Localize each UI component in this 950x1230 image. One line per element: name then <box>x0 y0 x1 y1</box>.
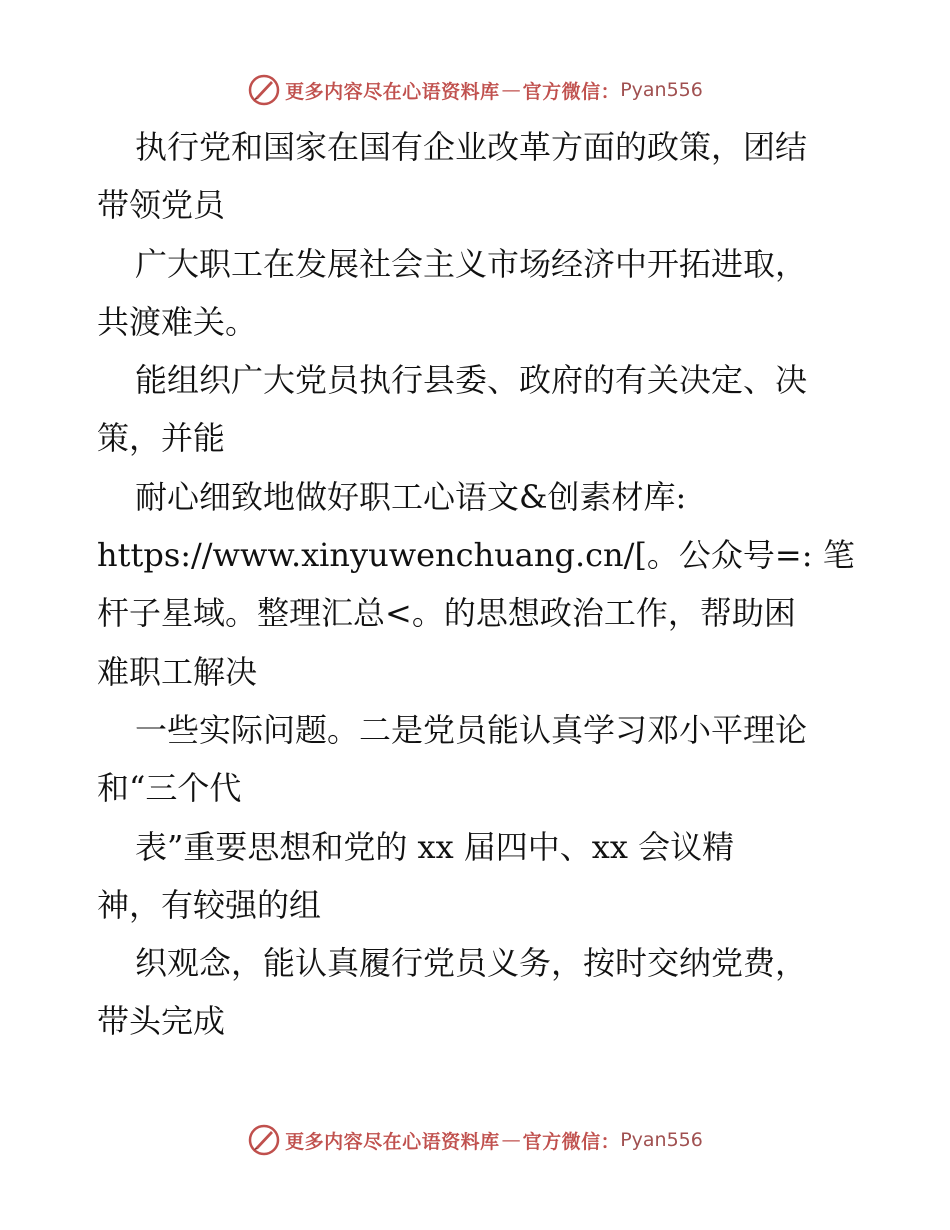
banner-separator: — <box>501 79 521 101</box>
text-line: 一些实际问题。二是党员能认真学习邓小平理论 <box>135 710 808 749</box>
document-body <box>97 118 857 1051</box>
text-line: 能组织广大党员执行县委、政府的有关决定、决 <box>135 361 808 400</box>
text-line: 难职工解决 <box>97 652 258 691</box>
banner-wechat-label: 官方微信： <box>522 1130 621 1153</box>
banner-title: 更多内容尽在心语资料库 <box>285 1130 500 1153</box>
banner-title: 更多内容尽在心语资料库 <box>285 80 500 103</box>
banner-wechat-id: Pyan556 <box>620 79 703 101</box>
banner-wechat-id: Pyan556 <box>620 1129 703 1151</box>
text-line: 织观念，能认真履行党员义务，按时交纳党费， <box>135 944 808 983</box>
text-line: 和“三个代 <box>97 769 242 808</box>
footer-watermark <box>0 1120 950 1160</box>
text-line: 带领党员 <box>97 186 226 225</box>
banner-separator: — <box>501 1129 521 1151</box>
quill-logo-icon <box>247 73 281 107</box>
text-line: 杆子星域。整理汇总<。的思想政治工作，帮助困 <box>97 594 796 633</box>
text-line: 策，并能 <box>97 419 226 458</box>
text-line: 广大职工在发展社会主义市场经济中开拓进取， <box>135 244 808 283</box>
banner-wechat-label: 官方微信： <box>522 80 621 103</box>
text-line: 执行党和国家在国有企业改革方面的政策，团结 <box>135 128 808 166</box>
text-line: 共渡难关。 <box>97 302 258 341</box>
header-watermark <box>0 70 950 110</box>
quill-logo-icon <box>247 1123 281 1157</box>
text-line: 耐心细致地做好职工心语文&创素材库: <box>135 477 687 516</box>
text-line: 表”重要思想和党的 xx 届四中、xx 会议精 <box>135 827 735 866</box>
text-line: https://www.xinyuwenchuang.cn/[。公众号=: 笔 <box>97 536 855 575</box>
text-line: 带头完成 <box>97 1002 226 1041</box>
text-line: 神，有较强的组 <box>97 885 322 924</box>
